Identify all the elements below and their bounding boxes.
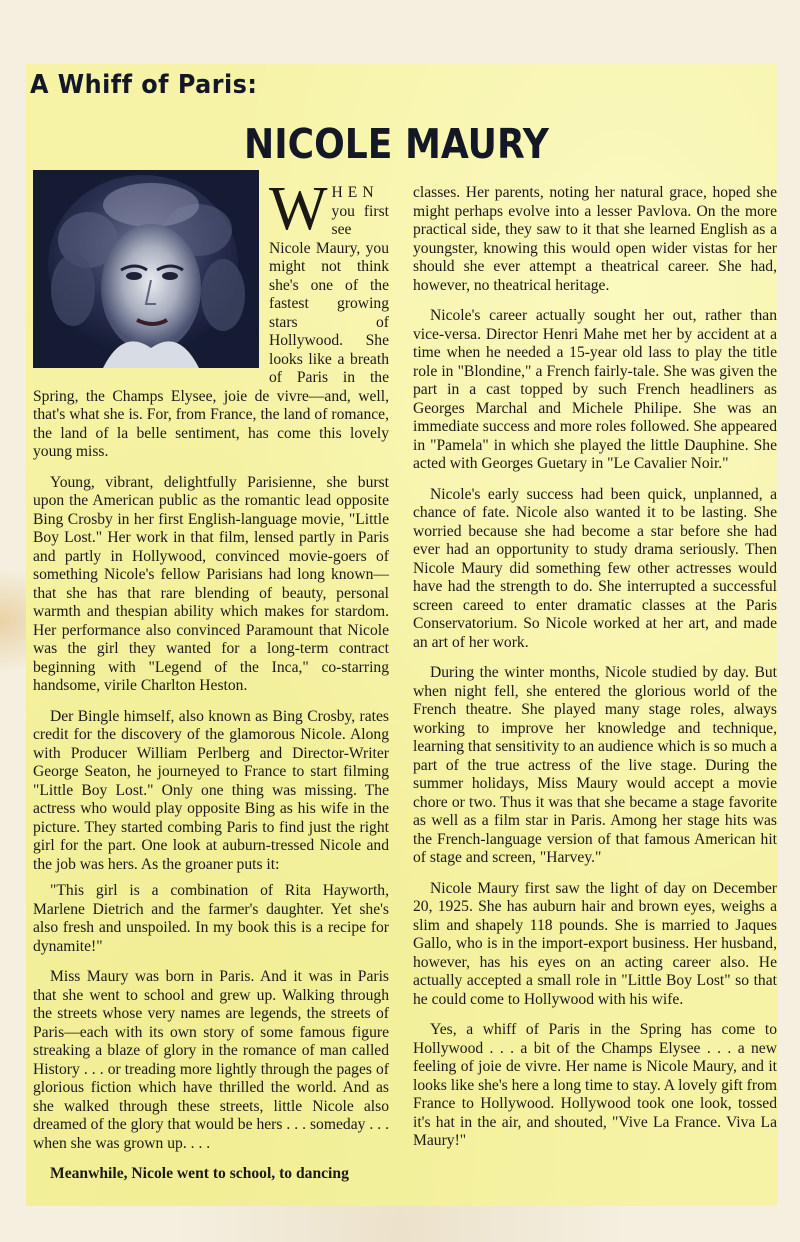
dropcap: W — [269, 175, 328, 243]
body-paragraph: Young, vibrant, delightfully Parisienne, she burst upon the American public as the romantic lead opposite Bing Crosby in her first English-language movie, "Little Boy Lost." Her work in that film, lensed partly in Paris and partly in Hollywood, convinced movie-goers of something Nicole's fellow Parisians had long known—that she has that rare blending of beauty, personal warmth and thespian ability which makes for stardom. Her performance also convinced Paramount that Nicole was the girl they wanted for a long-term contract beginning with "Legend of the Inca," co-starring handsome, virile Charlton Heston. — [33, 473, 389, 694]
body-paragraph: Miss Maury was born in Paris. And it was in Paris that she went to school and grew up. Walking through the streets whose very names are legends, the streets of Paris—each with its own story of some famous figure streaking a blaze of glory in the romance of man called History . . . or treading more lightly through the pages of glorious fiction which have thrilled the world. And as she walked through these streets, little Nicole also dreamed of the glory that would be hers . . . someday . . . when she was grown up. . . . — [33, 968, 389, 1152]
article-kicker: A Whiff of Paris: — [30, 70, 258, 100]
body-paragraph: Nicole Maury first saw the light of day on December 20, 1925. She has auburn hair and brown eyes, weighs a slim and shapely 118 pounds. She is married to Jaques Gallo, who is in the import-export business. Her husband, however, has his eyes on an acting career also. He actually accepted a small role in "Little Boy Lost" so that he could come to Hollywood with his wife. — [413, 879, 777, 1008]
intro-first-word: HEN — [331, 184, 379, 201]
body-paragraph-continued: Meanwhile, Nicole went to school, to dancing — [50, 1165, 349, 1182]
portrait-image — [33, 170, 259, 368]
body-paragraph: classes. Her parents, noting her natural grace, hoped she might perhaps evolve into a lesser Pavlova. On the more practical side, they saw to it that she learned English as a youngster, knowing this would open wider vistas for her should she ever attempt a theatrical career. She had, however, no theatrical heritage. — [413, 184, 777, 294]
right-column — [413, 184, 777, 1163]
intro-text: you first see Nicole Maury, you might not think she's one of the fastest growing stars of Hollywood. She looks like a breath of Paris in the Spring, the Champs Elysee, joie de vivre—and, well, that's what she is. For, from France, the land of romance, the land of la belle sentiment, has come this lovely young miss. — [33, 202, 389, 460]
quote-paragraph: "This girl is a combination of Rita Hayworth, Marlene Dietrich and the farmer's daughter. Yet she's also fresh and unspoiled. In my book this is a recipe for dynamite!" — [33, 882, 389, 955]
article-headline: NICOLE MAURY — [244, 120, 549, 168]
closing-paragraph: Yes, a whiff of Paris in the Spring has come to Hollywood . . . a bit of the Champs Elysee . . . a new feeling of joie de vivre. Her name is Nicole Maury, and it looks like she's here a long time to stay. A lovely gift from France to Hollywood. Hollywood took one look, tossed it's hat in the air, and shouted, "Vive La France. Viva La Maury!" — [413, 1021, 777, 1149]
left-column — [33, 175, 389, 1196]
body-paragraph: Der Bingle himself, also known as Bing Crosby, rates credit for the discovery of the glamorous Nicole. Along with Producer William Perlberg and Director-Writer George Seaton, he journeyed to France to start filming "Little Boy Lost." Only one thing was missing. The actress who would play opposite Bing as his wife in the picture. They started combing Paris to find just the right girl for the part. One look at auburn-tressed Nicole and the job was hers. As the groaner puts it: — [33, 707, 389, 873]
portrait-photo — [33, 170, 259, 368]
body-paragraph: Nicole's early success had been quick, unplanned, a chance of fate. Nicole also wanted it to be lasting. She worried because she had become a star before she had ever had an opportunity to study drama seriously. Then Nicole Maury did something few other actresses would have had the strength to do. She interrupted a successful screen careed to enter dramatic classes at the Paris Conservatorium. So Nicole worked at her art, and made an art of her work. — [413, 485, 777, 651]
body-paragraph: During the winter months, Nicole studied by day. But when night fell, she entered the glorious world of the French theatre. She played many stage roles, always working to improve her knowledge and technique, learning that sensitivity to an audience which is so much a part of the true actress of the live stage. During the summer holidays, Miss Maury would accept a movie chore or two. Thus it was that she became a stage favorite as well as a film star in Paris. Among her stage hits was the French-language version of that famous American hit of stage and screen, "Harvey." — [413, 664, 777, 866]
body-paragraph: Nicole's career actually sought her out, rather than vice-versa. Director Henri Mahe met her by accident at a time when he needed a 15-year old lass to play the title role in "Blondine," a French fairly-tale. She was given the part in a cast topped by such French headliners as Georges Marchal and Michele Philipe. She was an immediate success and more roles followed. She appeared in "Pamela" in which she played the little Dauphine. She acted with Georges Guetary in "Le Cavalier Noir." — [413, 307, 777, 472]
